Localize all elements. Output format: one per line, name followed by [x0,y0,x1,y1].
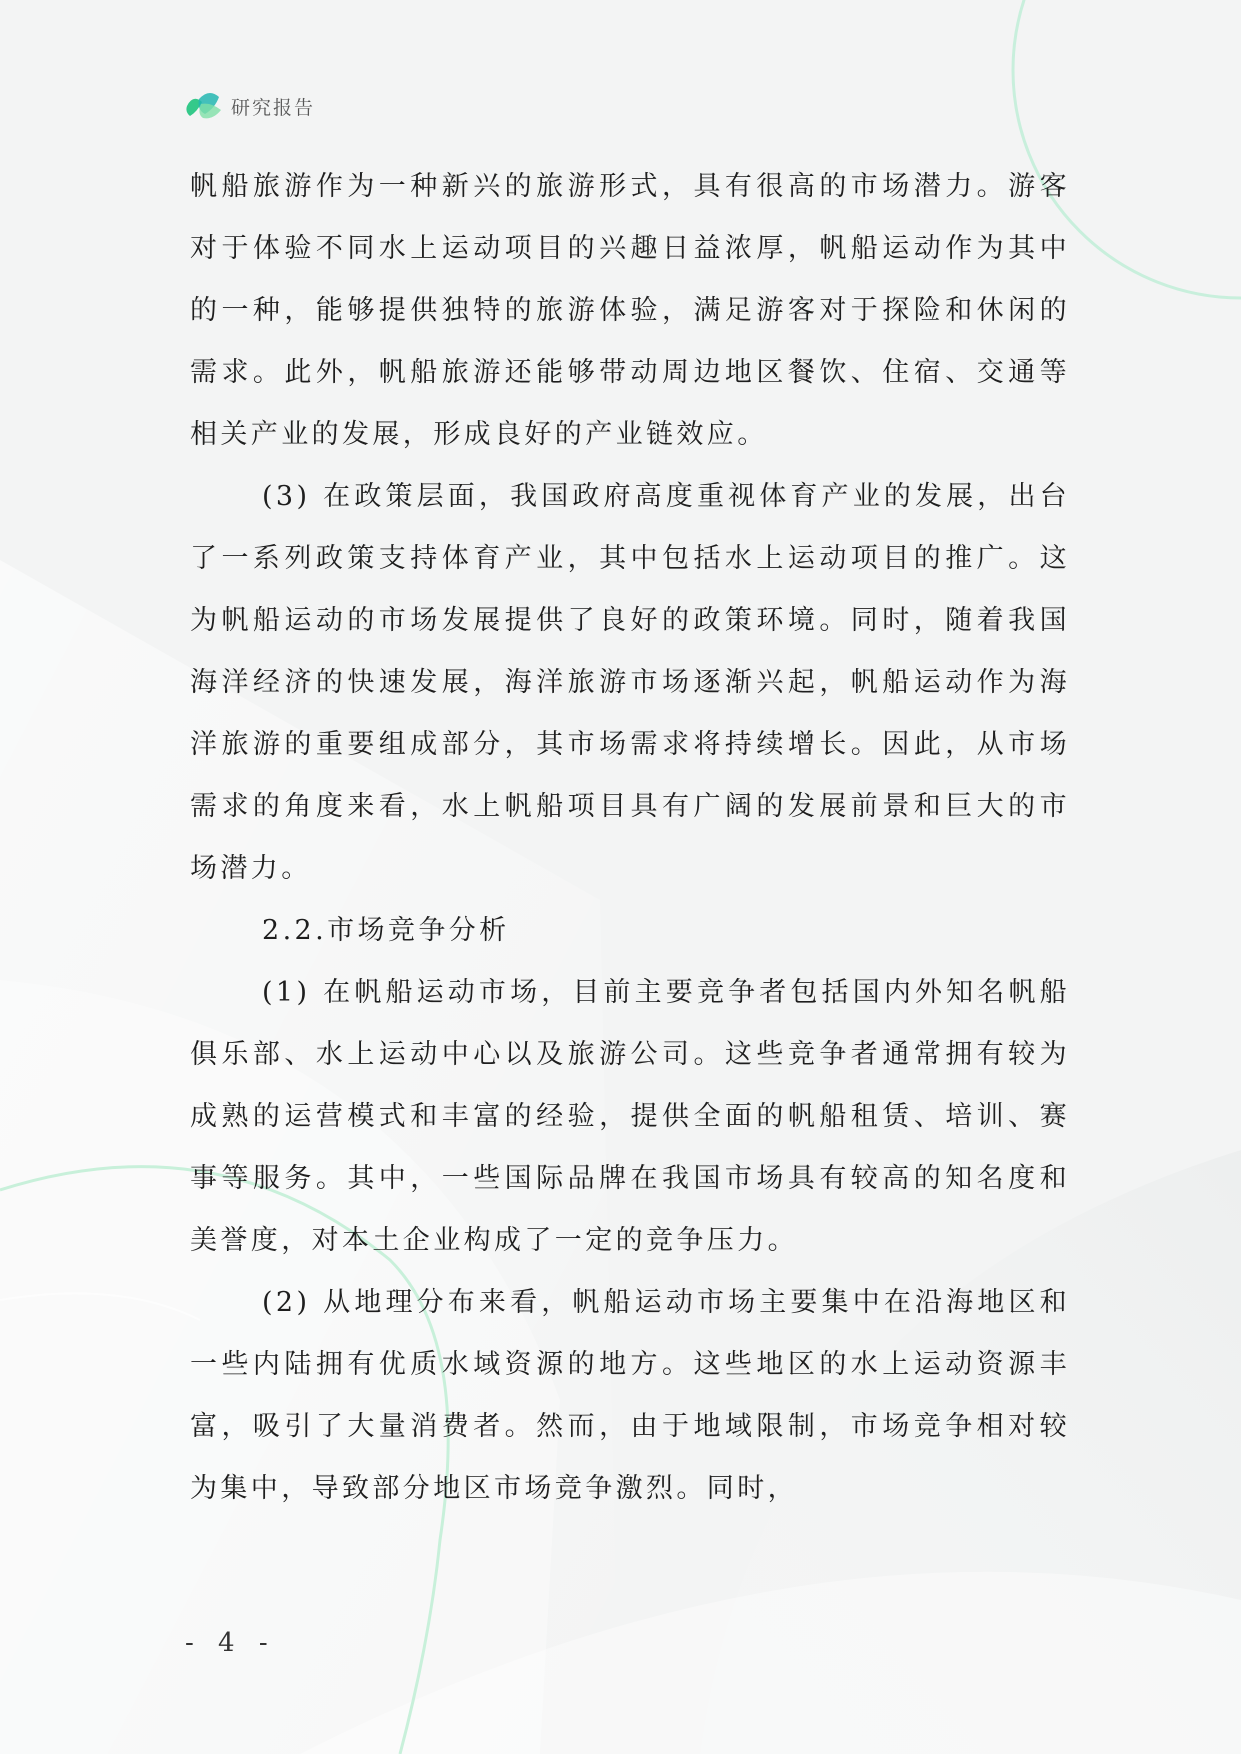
document-body [190,156,1070,1520]
paragraph-geography: (2) 从地理分布来看，帆船运动市场主要集中在沿海地区和一些内陆拥有优质水域资源的地方。这些地区的水上运动资源丰富，吸引了大量消费者。然而，由于地域限制，市场竞争相对较为集中，导致部分地区市场竞争激烈。同时， [190,1287,1070,1504]
section-heading-competition: 2.2.市场竞争分析 [262,915,510,946]
paragraph-tourism-potential: 帆船旅游作为一种新兴的旅游形式，具有很高的市场潜力。游客对于体验不同水上运动项目的兴趣日益浓厚，帆船运动作为其中的一种，能够提供独特的旅游体验，满足游客对于探险和休闲的需求。此外，帆船旅游还能够带动周边地区餐饮、住宿、交通等相关产业的发展，形成良好的产业链效应。 [190,171,1070,450]
paragraph-policy: (3) 在政策层面，我国政府高度重视体育产业的发展，出台了一系列政策支持体育产业，其中包括水上运动项目的推广。这为帆船运动的市场发展提供了良好的政策环境。同时，随着我国海洋经济的快速发展，海洋旅游市场逐渐兴起，帆船运动作为海洋旅游的重要组成部分，其市场需求将持续增长。因此，从市场需求的角度来看，水上帆船项目具有广阔的发展前景和巨大的市场潜力。 [190,481,1070,884]
report-header [185,88,315,124]
header-title: 研究报告 [231,96,316,119]
paragraph-competitors: (1) 在帆船运动市场，目前主要竞争者包括国内外知名帆船俱乐部、水上运动中心以及旅游公司。这些竞争者通常拥有较为成熟的运营模式和丰富的经验，提供全面的帆船租赁、培训、赛事等服务。其中，一些国际品牌在我国市场具有较高的知名度和美誉度，对本土企业构成了一定的竞争压力。 [190,977,1070,1256]
leaf-logo-icon [185,90,223,122]
page-number: - 4 - [185,1628,276,1658]
